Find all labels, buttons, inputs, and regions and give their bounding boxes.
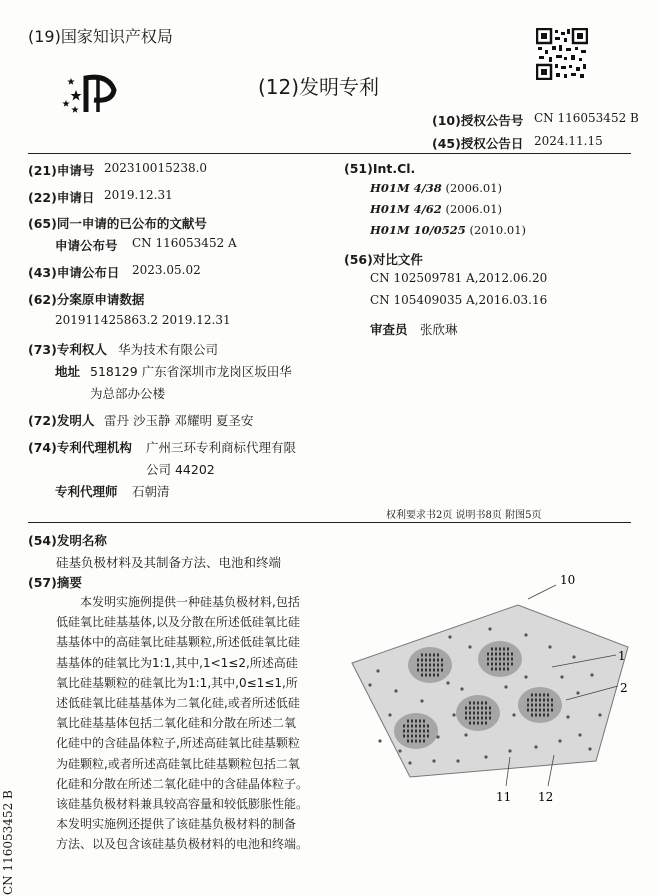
matrix-crystal-dot <box>464 733 467 736</box>
crystal-grain <box>423 730 425 733</box>
crystal-grain <box>481 712 483 715</box>
office-name: (19)国家知识产权局 <box>28 27 173 46</box>
invention-title: 硅基负极材料及其制备方法、电池和终端 <box>56 555 282 570</box>
crystal-grain <box>495 648 497 651</box>
matrix-crystal-dot <box>508 749 511 752</box>
matrix-crystal-dot <box>376 669 379 672</box>
crystal-grain <box>415 720 417 723</box>
ipc-entry: H01M 10/0525 (2010.01) <box>370 223 527 237</box>
crystal-grain <box>539 704 541 707</box>
application-date: 2019.12.31 <box>104 188 173 202</box>
crystal-grain <box>433 674 435 677</box>
abstract-text <box>56 592 318 855</box>
publication-date-label: (43)申请公布日 <box>28 265 120 280</box>
crystal-grain <box>531 694 533 697</box>
crystal-grain <box>531 714 533 717</box>
crystal-grain <box>403 730 405 733</box>
crystal-grain <box>417 659 419 662</box>
crystal-grain <box>407 735 409 738</box>
abstract-line: 本发明实施例提供一种硅基负极材料,包括 <box>80 595 300 609</box>
title-label: (54)发明名称 <box>28 533 107 548</box>
matrix-crystal-dot <box>534 745 537 748</box>
document-type: (12)发明专利 <box>258 75 380 99</box>
crystal-grain <box>433 664 435 667</box>
crystal-grain <box>415 740 417 743</box>
crystal-grain <box>485 712 487 715</box>
crystal-grain <box>427 725 429 728</box>
matrix-crystal-dot <box>566 715 569 718</box>
crystal-grain <box>473 707 475 710</box>
leader-line <box>528 585 556 599</box>
abstract-line: 化硅和分散在所述二氧化硅中的含硅晶体粒子。 <box>56 776 309 791</box>
crystal-grain <box>441 664 443 667</box>
matrix-crystal-dot <box>598 713 601 716</box>
crystal-grain <box>511 663 513 666</box>
grant-date-label: (45)授权公告日 <box>432 136 524 151</box>
crystal-grain <box>433 669 435 672</box>
matrix-crystal-dot <box>524 633 527 636</box>
crystal-grain <box>429 674 431 677</box>
matrix-crystal-dot <box>448 635 451 638</box>
crystal-grain <box>527 699 529 702</box>
crystal-grain <box>499 653 501 656</box>
abstract-line: 氧比硅基基体包括二氧化硅和分散在所述二氧 <box>56 716 297 731</box>
application-date-label: (22)申请日 <box>28 190 95 205</box>
examiner: 张欣琳 <box>420 322 458 337</box>
crystal-grain <box>469 707 471 710</box>
crystal-grain <box>491 653 493 656</box>
crystal-grain <box>425 659 427 662</box>
abstract-line: 为硅颗粒,或者所述高硅氧比硅基颗粒包括二氧 <box>56 756 300 771</box>
matrix-crystal-dot <box>512 713 515 716</box>
abstract-label: (57)摘要 <box>28 575 82 590</box>
matrix-crystal-dot <box>460 687 463 690</box>
crystal-grain <box>481 702 483 705</box>
crystal-grain <box>547 714 549 717</box>
application-number-label: (21)申请号 <box>28 163 95 178</box>
figure-label-12: 12 <box>538 790 554 804</box>
matrix-crystal-dot <box>560 675 563 678</box>
matrix-crystal-dot <box>588 747 591 750</box>
crystal-grain <box>441 669 443 672</box>
matrix-crystal-dot <box>558 739 561 742</box>
crystal-grain <box>421 669 423 672</box>
agency-line-1: 广州三环专利商标代理有限 <box>146 440 297 455</box>
crystal-grain <box>495 658 497 661</box>
crystal-grain <box>441 659 443 662</box>
crystal-grain <box>487 663 489 666</box>
crystal-grain <box>437 654 439 657</box>
crystal-grain <box>469 722 471 725</box>
crystal-grain <box>433 654 435 657</box>
crystal-grain <box>495 653 497 656</box>
crystal-grain <box>415 735 417 738</box>
crystal-grain <box>421 674 423 677</box>
crystal-grain <box>425 674 427 677</box>
crystal-grain <box>437 664 439 667</box>
crystal-grain <box>407 720 409 723</box>
crystal-grain <box>473 722 475 725</box>
crystal-grain <box>477 712 479 715</box>
matrix-crystal-dot <box>504 685 507 688</box>
crystal-grain <box>423 740 425 743</box>
crystal-grain <box>547 709 549 712</box>
crystal-grain <box>499 668 501 671</box>
references-label: (56)对比文件 <box>344 252 423 267</box>
matrix-crystal-dot <box>408 761 411 764</box>
crystal-grain <box>425 654 427 657</box>
crystal-grain <box>551 709 553 712</box>
patentee-label: (73)专利权人 <box>28 342 107 357</box>
crystal-grain <box>535 694 537 697</box>
crystal-grain <box>531 709 533 712</box>
application-number: 202310015238.0 <box>104 161 208 175</box>
crystal-grain <box>485 722 487 725</box>
publication-date: 2023.05.02 <box>132 263 201 277</box>
crystal-grain <box>543 709 545 712</box>
crystal-grain <box>495 668 497 671</box>
grant-date: 2024.11.15 <box>534 134 603 148</box>
figure-label-11: 11 <box>496 790 512 804</box>
crystal-grain <box>419 720 421 723</box>
crystal-grain <box>421 654 423 657</box>
crystal-grain <box>429 659 431 662</box>
crystal-grain <box>473 717 475 720</box>
crystal-grain <box>527 704 529 707</box>
matrix-crystal-dot <box>378 739 381 742</box>
crystal-grain <box>427 735 429 738</box>
crystal-grain <box>543 714 545 717</box>
publication-document-label: (65)同一申请的已公布的文献号 <box>28 216 207 231</box>
crystal-grain <box>469 712 471 715</box>
crystal-grain <box>473 712 475 715</box>
crystal-grain <box>495 663 497 666</box>
crystal-grain <box>487 658 489 661</box>
crystal-grain <box>411 740 413 743</box>
crystal-grain <box>411 730 413 733</box>
address-label: 地址 <box>55 364 81 379</box>
crystal-grain <box>407 730 409 733</box>
crystal-grain <box>507 648 509 651</box>
crystal-grain <box>535 709 537 712</box>
crystal-grain <box>419 740 421 743</box>
ipc-label: (51)Int.Cl. <box>344 161 416 176</box>
crystal-grain <box>503 658 505 661</box>
crystal-grain <box>547 694 549 697</box>
crystal-grain <box>507 663 509 666</box>
abstract-figure <box>330 565 650 815</box>
crystal-grain <box>469 717 471 720</box>
crystal-grain <box>485 717 487 720</box>
matrix-crystal-dot <box>524 675 527 678</box>
division-data-label: (62)分案原申请数据 <box>28 292 145 307</box>
matrix-crystal-dot <box>452 713 455 716</box>
crystal-grain <box>485 702 487 705</box>
matrix-crystal-dot <box>388 713 391 716</box>
crystal-grain <box>425 669 427 672</box>
crystal-grain <box>477 717 479 720</box>
crystal-grain <box>411 735 413 738</box>
crystal-grain <box>491 648 493 651</box>
abstract-line: 化硅中的含硅晶体粒子,所述高硅氧比硅基颗粒 <box>56 736 300 751</box>
crystal-grain <box>539 694 541 697</box>
crystal-grain <box>419 725 421 728</box>
matrix-crystal-dot <box>420 699 423 702</box>
abstract-line: 本发明实施例还提供了该硅基负极材料的制备 <box>56 817 297 832</box>
ipc-entry: H01M 4/38 (2006.01) <box>370 181 502 195</box>
crystal-grain <box>415 730 417 733</box>
crystal-grain <box>403 735 405 738</box>
matrix-crystal-dot <box>548 645 551 648</box>
bibliographic-divider <box>28 522 631 523</box>
crystal-grain <box>427 730 429 733</box>
figure-label-10: 10 <box>560 573 576 587</box>
examiner-label: 审查员 <box>370 322 408 337</box>
crystal-grain <box>543 699 545 702</box>
crystal-grain <box>421 664 423 667</box>
abstract-line: 氧比硅基颗粒的硅氧比为1:1,其中,0≤1≤1,所 <box>56 675 298 690</box>
crystal-grain <box>429 669 431 672</box>
crystal-grain <box>481 707 483 710</box>
inventors: 雷丹 沙玉静 邓耀明 夏圣安 <box>104 413 254 428</box>
crystal-grain <box>477 702 479 705</box>
crystal-grain <box>507 658 509 661</box>
crystal-grain <box>407 740 409 743</box>
side-publication-number: CN 116053452 B <box>1 790 15 895</box>
abstract-line: 低硅氧比硅基基体,以及分散在所述低硅氧比硅 <box>56 615 300 630</box>
abstract-line: 基基体的硅氧比为1:1,其中,1<1≤2,所述高硅 <box>56 655 298 670</box>
address-line-2: 为总部办公楼 <box>90 386 166 401</box>
publication-number: CN 116053452 A <box>132 236 237 250</box>
crystal-grain <box>411 720 413 723</box>
crystal-grain <box>437 674 439 677</box>
crystal-grain <box>465 717 467 720</box>
crystal-grain <box>499 663 501 666</box>
silicon-matrix <box>352 605 628 777</box>
crystal-grain <box>543 694 545 697</box>
abstract-line: 该硅基负极材料兼具较高容量和较低膨胀性能。 <box>56 797 309 812</box>
crystal-grain <box>407 725 409 728</box>
crystal-grain <box>477 722 479 725</box>
crystal-grain <box>511 653 513 656</box>
agent: 石朝清 <box>132 484 170 499</box>
qr-code-icon <box>536 28 588 80</box>
crystal-grain <box>507 668 509 671</box>
division-data-value: 201911425863.2 2019.12.31 <box>55 313 231 327</box>
crystal-grain <box>481 717 483 720</box>
crystal-grain <box>433 659 435 662</box>
crystal-grain <box>417 664 419 667</box>
crystal-grain <box>425 664 427 667</box>
crystal-grain <box>489 717 491 720</box>
grant-number-label: (10)授权公告号 <box>432 113 524 128</box>
crystal-grain <box>473 702 475 705</box>
figure-label-1: 1 <box>618 649 626 663</box>
crystal-grain <box>423 725 425 728</box>
crystal-grain <box>543 704 545 707</box>
header-divider <box>28 153 631 154</box>
agency-line-2: 公司 44202 <box>146 462 215 477</box>
crystal-grain <box>411 725 413 728</box>
crystal-grain <box>423 720 425 723</box>
matrix-crystal-dot <box>456 759 459 762</box>
crystal-grain <box>491 663 493 666</box>
page-count-info: 权利要求书2页 说明书8页 附图5页 <box>386 510 542 521</box>
crystal-grain <box>419 735 421 738</box>
address-line-1: 518129 广东省深圳市龙岗区坂田华 <box>90 364 292 379</box>
crystal-grain <box>527 709 529 712</box>
matrix-crystal-dot <box>398 749 401 752</box>
crystal-grain <box>547 699 549 702</box>
crystal-grain <box>499 648 501 651</box>
crystal-grain <box>415 725 417 728</box>
publication-number-label: 申请公布号 <box>55 238 118 253</box>
crystal-grain <box>423 735 425 738</box>
matrix-crystal-dot <box>590 673 593 676</box>
crystal-grain <box>531 699 533 702</box>
matrix-crystal-dot <box>432 759 435 762</box>
crystal-grain <box>551 704 553 707</box>
grant-number: CN 116053452 B <box>534 111 639 125</box>
ipc-entry: H01M 4/62 (2006.01) <box>370 202 502 216</box>
matrix-crystal-dot <box>368 683 371 686</box>
abstract-line: 方法、以及包含该硅基负极材料的电池和终端。 <box>56 837 309 852</box>
figure-label-2: 2 <box>620 681 628 695</box>
crystal-grain <box>535 714 537 717</box>
crystal-grain <box>539 714 541 717</box>
crystal-grain <box>403 725 405 728</box>
crystal-grain <box>477 707 479 710</box>
matrix-crystal-dot <box>436 735 439 738</box>
crystal-grain <box>491 668 493 671</box>
inventor-label: (72)发明人 <box>28 413 95 428</box>
crystal-grain <box>469 702 471 705</box>
matrix-crystal-dot <box>572 655 575 658</box>
crystal-grain <box>437 669 439 672</box>
agent-label: 专利代理师 <box>55 484 118 499</box>
matrix-crystal-dot <box>394 689 397 692</box>
crystal-grain <box>503 648 505 651</box>
crystal-grain <box>421 659 423 662</box>
crystal-grain <box>481 722 483 725</box>
crystal-grain <box>485 707 487 710</box>
crystal-grain <box>535 699 537 702</box>
crystal-grain <box>491 658 493 661</box>
crystal-grain <box>539 699 541 702</box>
crystal-grain <box>437 659 439 662</box>
crystal-grain <box>503 653 505 656</box>
crystal-grain <box>499 658 501 661</box>
reference-entry: CN 105409035 A,2016.03.16 <box>370 293 548 307</box>
abstract-line: 述低硅氧比硅基基体为二氧化硅,或者所述低硅 <box>56 696 300 711</box>
crystal-grain <box>535 704 537 707</box>
crystal-grain <box>503 668 505 671</box>
crystal-grain <box>487 653 489 656</box>
matrix-crystal-dot <box>446 681 449 684</box>
crystal-grain <box>531 704 533 707</box>
matrix-crystal-dot <box>488 627 491 630</box>
crystal-grain <box>511 658 513 661</box>
crystal-grain <box>489 707 491 710</box>
reference-entry: CN 102509781 A,2012.06.20 <box>370 271 548 285</box>
crystal-grain <box>503 663 505 666</box>
cnipa-logo-icon <box>62 70 134 118</box>
crystal-grain <box>465 712 467 715</box>
crystal-grain <box>551 699 553 702</box>
patentee: 华为技术有限公司 <box>118 342 219 357</box>
crystal-grain <box>547 704 549 707</box>
crystal-grain <box>489 712 491 715</box>
matrix-crystal-dot <box>484 755 487 758</box>
crystal-grain <box>429 664 431 667</box>
crystal-grain <box>539 709 541 712</box>
crystal-grain <box>507 653 509 656</box>
matrix-crystal-dot <box>468 645 471 648</box>
abstract-line: 基基体中的高硅氧比硅基颗粒,所述低硅氧比硅 <box>56 635 300 650</box>
crystal-grain <box>465 707 467 710</box>
crystal-grain <box>429 654 431 657</box>
agency-label: (74)专利代理机构 <box>28 440 132 455</box>
crystal-grain <box>419 730 421 733</box>
matrix-crystal-dot <box>578 733 581 736</box>
crystal-grain <box>417 669 419 672</box>
matrix-crystal-dot <box>576 691 579 694</box>
